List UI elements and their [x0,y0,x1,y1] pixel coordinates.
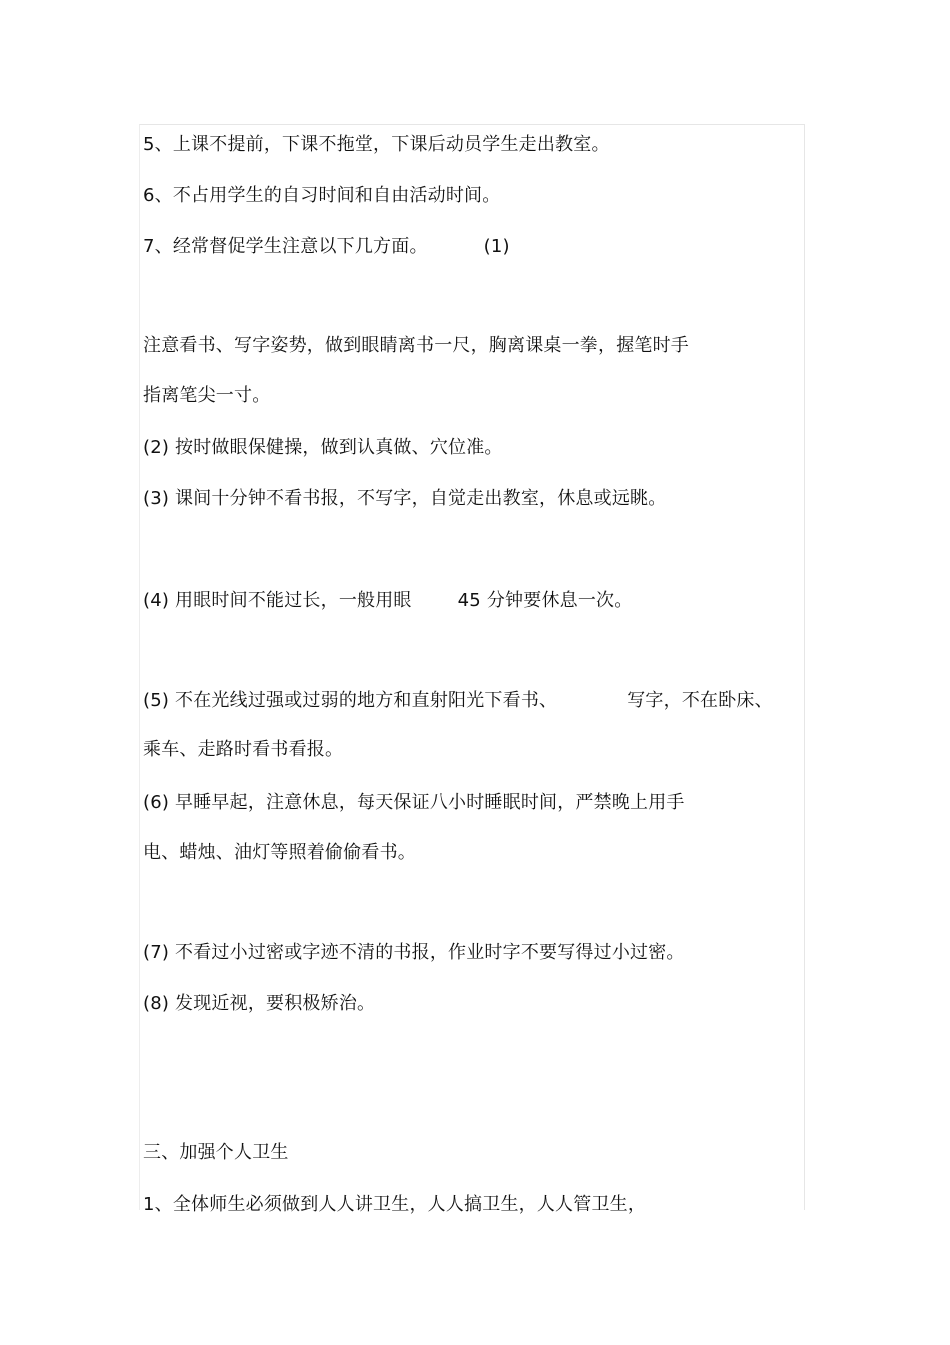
text-line: (6) 早睡早起，注意休息，每天保证八小时睡眠时间，严禁晚上用手 [143,792,685,813]
text-line: 5、上课不提前，下课不拖堂，下课后动员学生走出教室。 [143,134,610,155]
text-line: (2) 按时做眼保健操，做到认真做、穴位准。 [143,437,503,458]
text-line: (8) 发现近视，要积极矫治。 [143,993,376,1014]
section-heading: 三、加强个人卫生 [143,1142,289,1163]
text-line: (5) 不在光线过强或过弱的地方和直射阳光下看书、 写字，不在卧床、 [143,690,773,711]
text-line: 7、经常督促学生注意以下几方面。 (1) [143,236,510,257]
text-line: 指离笔尖一寸。 [143,385,271,406]
page-frame [139,124,805,1210]
text-line: (7) 不看过小过密或字迹不清的书报，作业时字不要写得过小过密。 [143,942,685,963]
text-line: 1、全体师生必须做到人人讲卫生，人人搞卫生，人人管卫生， [143,1194,647,1215]
text-line: 电、蜡烛、油灯等照着偷偷看书。 [143,842,416,863]
text-line: (3) 课间十分钟不看书报，不写字，自觉走出教室，休息或远眺。 [143,488,667,509]
text-line: (4) 用眼时间不能过长，一般用眼 45 分钟要休息一次。 [143,590,633,611]
text-line: 注意看书、写字姿势，做到眼睛离书一尺，胸离课桌一拳，握笔时手 [143,335,689,356]
text-line: 乘车、走路时看书看报。 [143,739,344,760]
text-line: 6、不占用学生的自习时间和自由活动时间。 [143,185,501,206]
